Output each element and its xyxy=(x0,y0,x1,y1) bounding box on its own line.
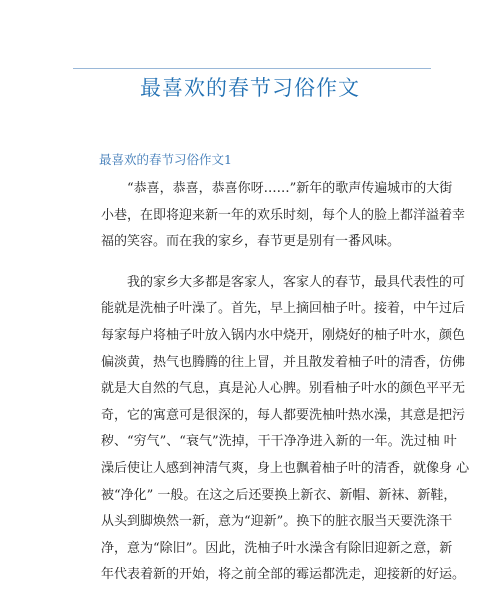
text-line: 偏淡黄，热气也腾腾的往上冒，并且散发着柚子叶的清香，仿佛 xyxy=(101,354,466,370)
header-rule xyxy=(73,68,431,69)
text-line: 澡后使让人感到神清气爽，身上也飘着柚子叶的清香，就像身 心 xyxy=(101,460,470,476)
section-subheading: 最喜欢的春节习俗作文1 xyxy=(99,152,232,167)
text-line: 我的家乡大多都是客家人，客家人的春节，最具代表性的可 xyxy=(127,274,466,290)
text-line: 小巷，在即将迎来新一年的欢乐时刻，每个人的脸上都洋溢着幸 xyxy=(101,207,466,223)
paragraph-2 xyxy=(75,270,470,589)
paragraph-1 xyxy=(75,176,466,256)
text-line: 净，意为“除旧”。因此，洗柚子叶水澡含有除旧迎新之意，新 xyxy=(101,540,453,556)
text-line: “恭喜，恭喜，恭喜你呀……”新年的歌声传遍城市的大街 xyxy=(127,181,453,196)
text-line: 每家每户将柚子叶放入锅内水中烧开，刚烧好的柚子叶水，颜色 xyxy=(101,327,466,343)
text-line: 就是大自然的气息，真是沁人心脾。别看柚子叶水的颜色平平无 xyxy=(101,381,466,397)
text-line: 能就是洗柚子叶澡了。首先，早上摘回柚子叶。接着，中午过后 xyxy=(101,301,466,317)
text-line: 年代表着新的开始，将之前全部的霉运都洗走，迎接新的好运。 xyxy=(101,567,466,583)
text-line: 奇，它的寓意可是很深的，每人都要洗柚叶热水澡，其意是把污 xyxy=(101,407,466,423)
text-line: 福的笑容。而在我的家乡，春节更是别有一番风味。 xyxy=(101,234,401,250)
document-title: 最喜欢的春节习俗作文 xyxy=(140,76,360,100)
text-line: 秽、“穷气”、“衰气”洗掉，干干净净进入新的一年。洗过柚 叶 xyxy=(101,434,457,450)
text-line: 从头到脚焕然一新，意为“迎新”。换下的脏衣服当天要洗涤干 xyxy=(101,514,453,530)
article-body xyxy=(75,176,470,603)
text-line: 被“净化” 一般。在这之后还要换上新衣、新帽、新袜、新鞋， xyxy=(101,487,457,503)
